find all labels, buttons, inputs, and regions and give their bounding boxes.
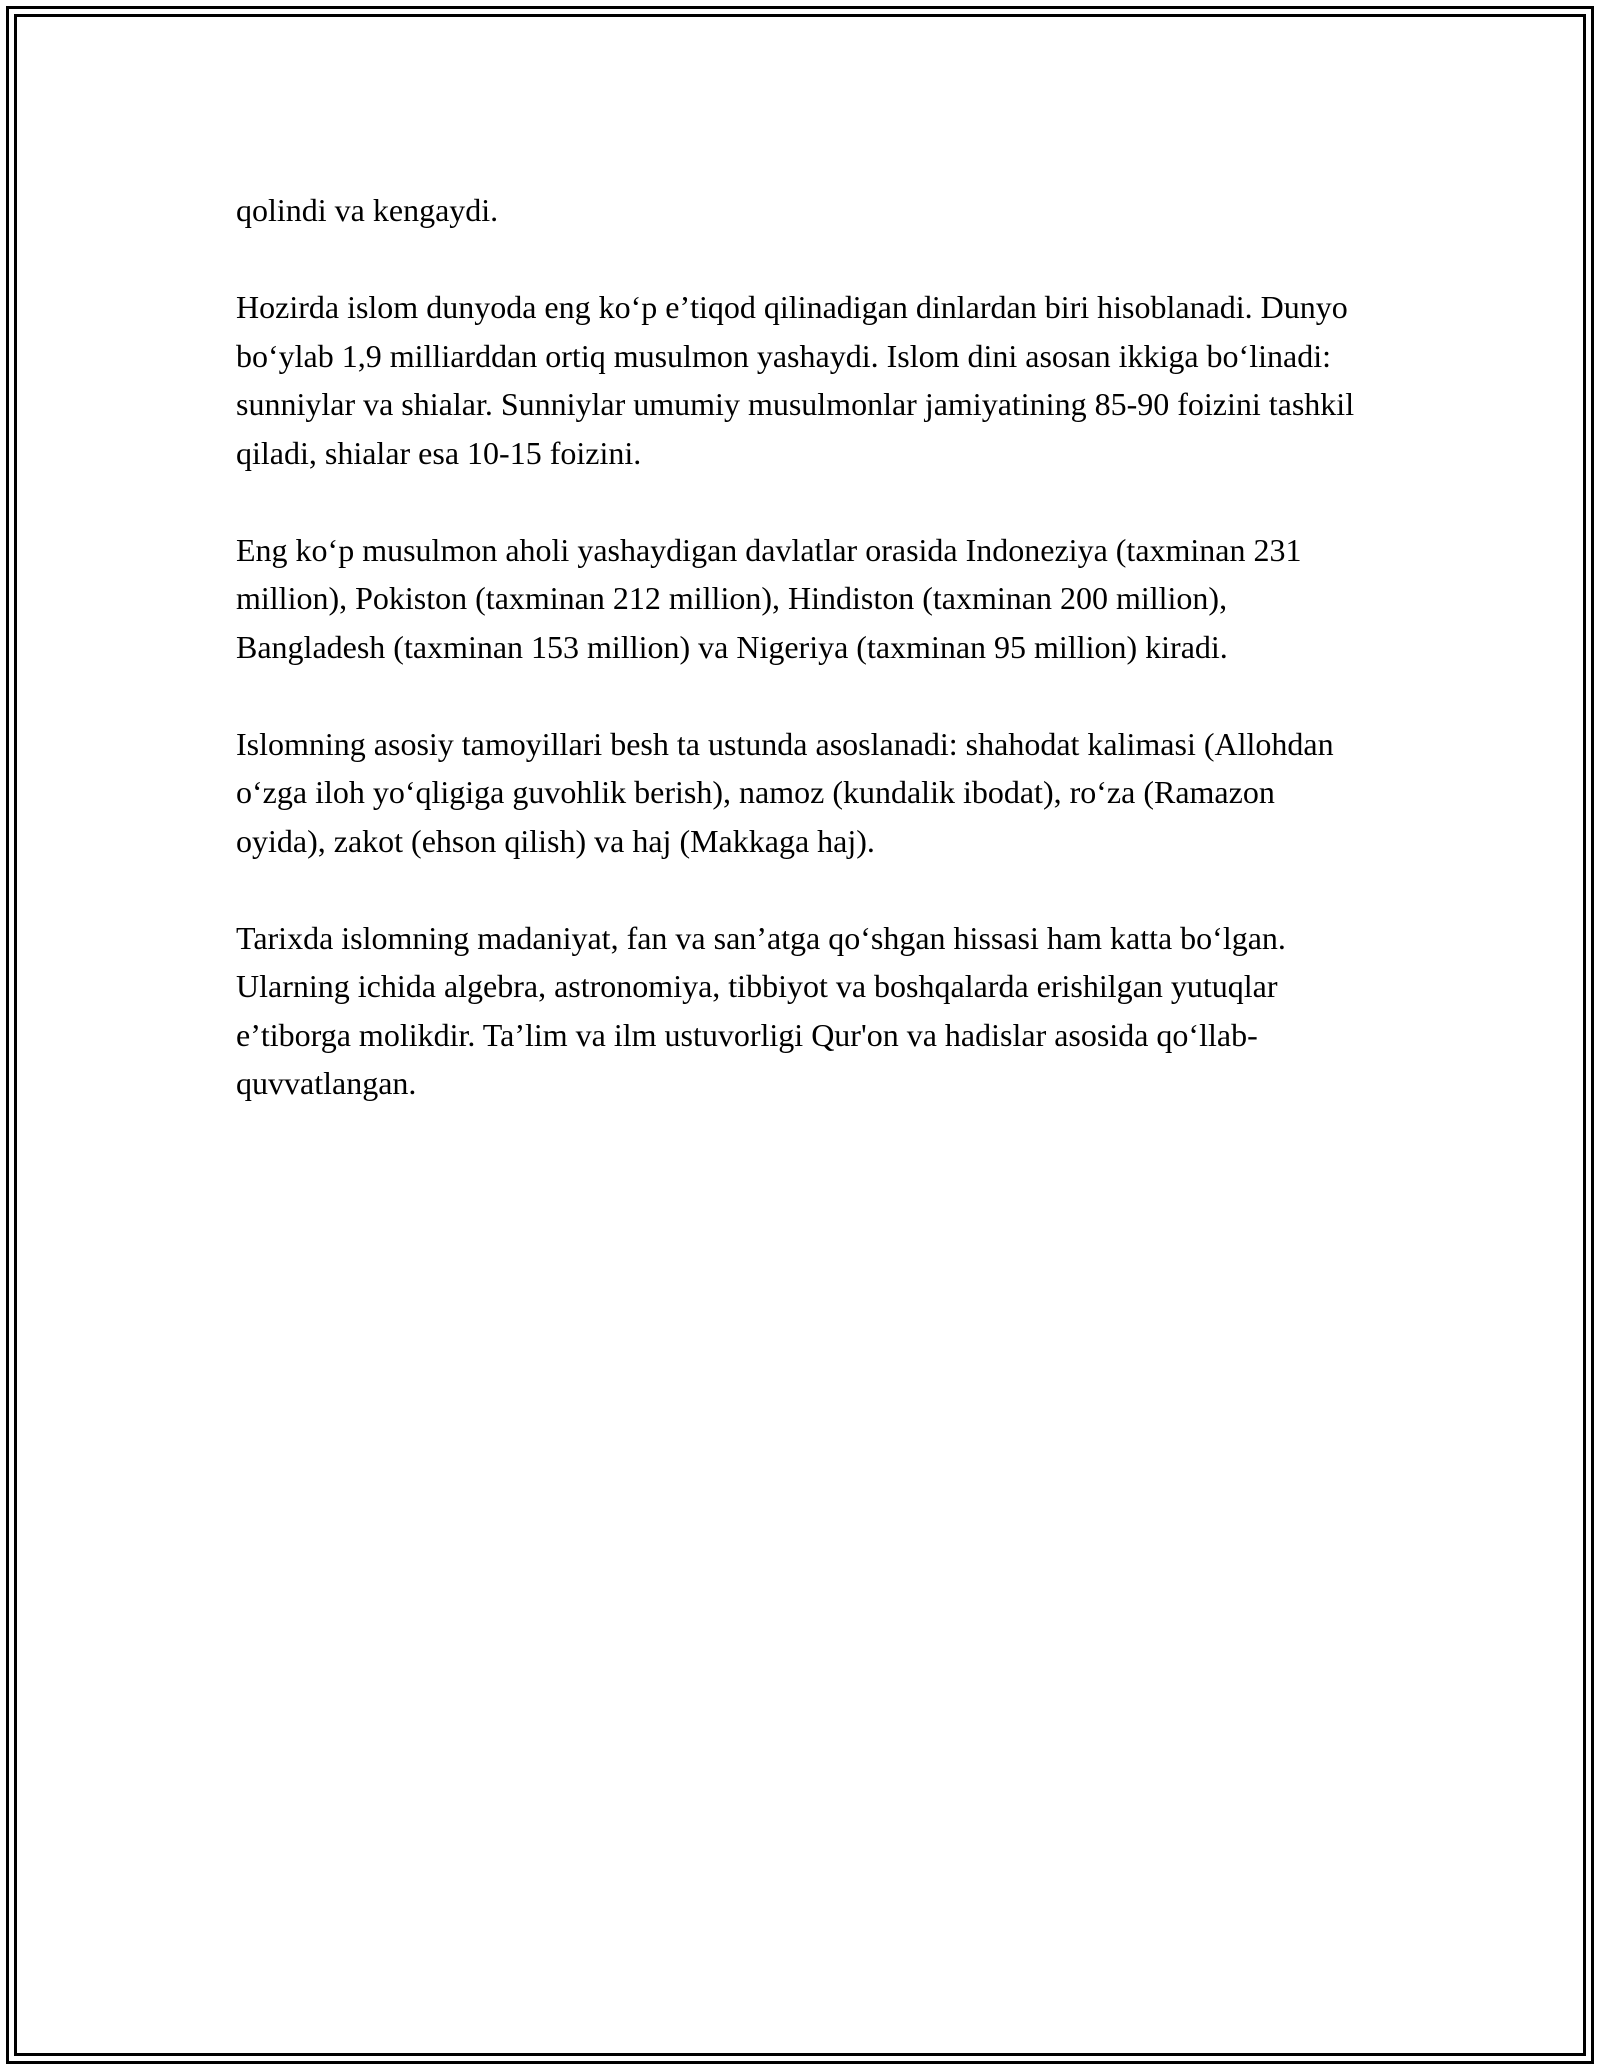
document-body	[236, 186, 1366, 1156]
paragraph-islam-overview: Hozirda islom dunyoda eng koʻp eʼtiqod qilinadigan dinlardan biri hisoblanadi. Dunyo boʻylab 1,9 milliarddan ortiq musulmon yashaydi. Islom dini asosan ikkiga boʻlinadi: sunniylar va shialar. Sunniylar umumiy musulmonlar jamiyatining 85-90 foizini tashkil qiladi, shialar esa 10-15 foizini.	[236, 289, 1355, 471]
paragraph-continuation: qolindi va kengaydi.	[236, 192, 499, 228]
paragraph-historical-contributions: Tarixda islomning madaniyat, fan va sanʼatga qoʻshgan hissasi ham katta boʻlgan. Ularning ichida algebra, astronomiya, tibbiyot va boshqalarda erishilgan yutuqlar eʼtiborga molikdir. Taʼlim va ilm ustuvorligi Qur'on va hadislar asosida qoʻllab-quvvatlangan.	[236, 919, 1286, 1101]
paragraph-muslim-population-countries: Eng koʻp musulmon aholi yashaydigan davlatlar orasida Indoneziya (taxminan 231 million), Pokiston (taxminan 212 million), Hindiston (taxminan 200 million), Bangladesh (taxminan 153 million) va Nigeriya (taxminan 95 million) kiradi.	[236, 531, 1302, 665]
paragraph-five-pillars: Islomning asosiy tamoyillari besh ta ustunda asoslanadi: shahodat kalimasi (Allohdan oʻzga iloh yoʻqligiga guvohlik berish), namoz (kundalik ibodat), roʻza (Ramazon oyida), zakot (ehson qilish) va haj (Makkaga haj).	[236, 725, 1334, 859]
